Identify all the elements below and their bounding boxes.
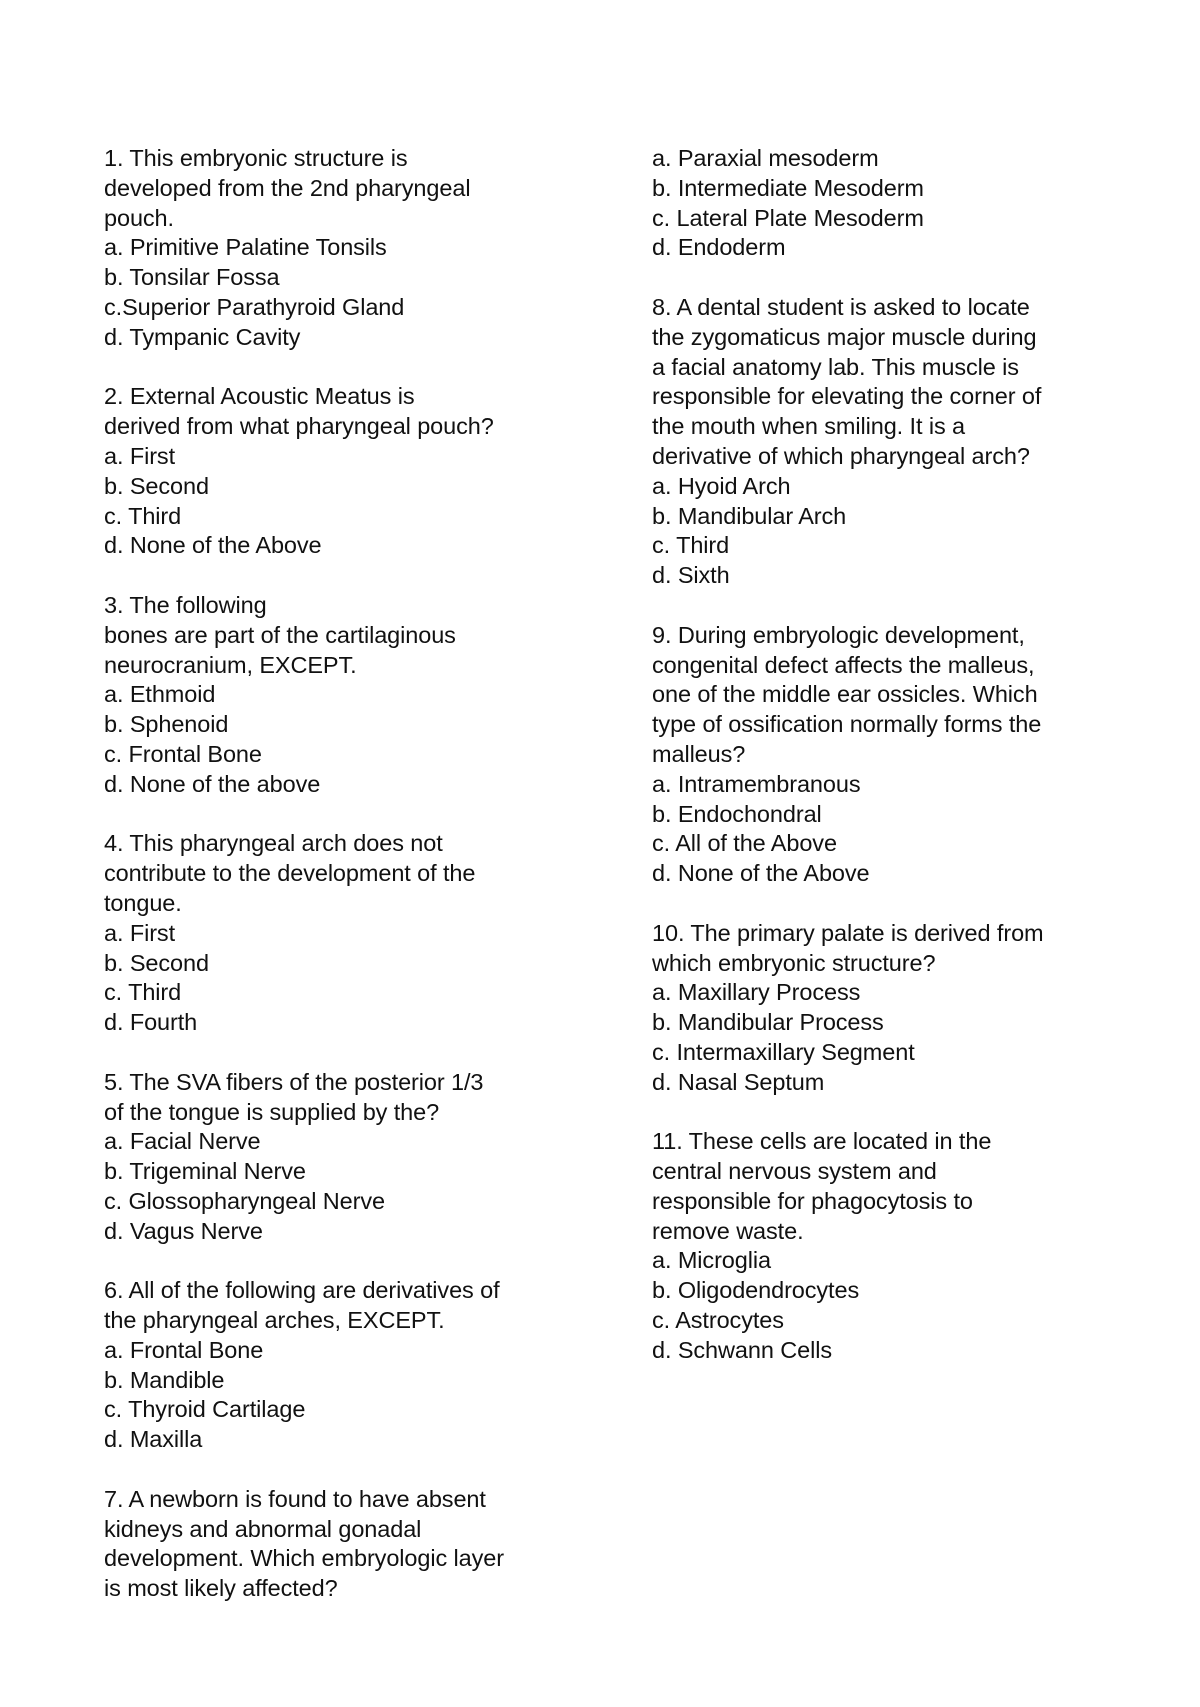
- answer-option: a. Hyoid Arch: [652, 472, 791, 499]
- answer-option: d. Nasal Septum: [652, 1068, 825, 1095]
- question-text: development. Which embryologic layer: [104, 1545, 504, 1572]
- answer-option: c. Intermaxillary Segment: [652, 1038, 915, 1065]
- question-text: contribute to the development of the: [104, 860, 476, 887]
- question-text: 6. All of the following are derivatives of: [104, 1277, 500, 1304]
- answer-option: b. Second: [104, 949, 209, 976]
- answer-option: d. Schwann Cells: [652, 1336, 832, 1363]
- answer-option: a. Primitive Palatine Tonsils: [104, 234, 387, 261]
- answer-option: b. Mandible: [104, 1366, 225, 1393]
- question-text: kidneys and abnormal gonadal: [104, 1515, 422, 1542]
- answer-option: a. First: [104, 919, 176, 946]
- question-block: [104, 591, 574, 800]
- question-text: responsible for phagocytosis to: [652, 1187, 973, 1214]
- answer-option: a. Frontal Bone: [104, 1336, 264, 1363]
- question-block: [104, 1485, 574, 1604]
- answer-option: c. Lateral Plate Mesoderm: [652, 204, 924, 231]
- left-column: [104, 144, 574, 1634]
- question-block: [104, 1276, 574, 1455]
- answer-option: a. Intramembranous: [652, 770, 861, 797]
- question-text: which embryonic structure?: [652, 949, 936, 976]
- question-block: [104, 144, 574, 353]
- question-text: tongue.: [104, 889, 182, 916]
- question-text: 3. The following: [104, 591, 267, 618]
- question-text: the zygomaticus major muscle during: [652, 323, 1037, 350]
- question-text: central nervous system and: [652, 1158, 937, 1185]
- question-text: is most likely affected?: [104, 1575, 338, 1602]
- question-text: 11. These cells are located in the: [652, 1128, 992, 1155]
- answer-option: d. Sixth: [652, 562, 730, 589]
- answer-option: d. Endoderm: [652, 234, 786, 261]
- answer-option: a. Microglia: [652, 1247, 771, 1274]
- answer-option: d. None of the Above: [652, 860, 870, 887]
- question-text: bones are part of the cartilaginous: [104, 621, 456, 648]
- question-text: 2. External Acoustic Meatus is: [104, 383, 415, 410]
- question-text: 10. The primary palate is derived from: [652, 919, 1044, 946]
- answer-option: c. Glossopharyngeal Nerve: [104, 1187, 385, 1214]
- question-text: responsible for elevating the corner of: [652, 383, 1042, 410]
- question-text: type of ossification normally forms the: [652, 711, 1042, 738]
- question-block: [652, 1127, 1152, 1365]
- question-text: derivative of which pharyngeal arch?: [652, 442, 1030, 469]
- answer-option: d. Vagus Nerve: [104, 1217, 263, 1244]
- question-block: [104, 1068, 574, 1247]
- question-text: 1. This embryonic structure is: [104, 145, 408, 171]
- answer-option: a. Ethmoid: [104, 681, 216, 708]
- answer-option: b. Mandibular Process: [652, 1009, 884, 1036]
- answer-option: a. First: [104, 442, 176, 469]
- answer-option: c. Third: [104, 502, 182, 529]
- question-block: [652, 621, 1152, 889]
- answer-option: c. Third: [652, 532, 730, 559]
- answer-option: c.Superior Parathyroid Gland: [104, 293, 405, 320]
- answer-option: b. Sphenoid: [104, 711, 229, 738]
- question-block: [104, 829, 574, 1038]
- question-block: [652, 919, 1152, 1098]
- question-text: neurocranium, EXCEPT.: [104, 651, 357, 678]
- answer-option: a. Maxillary Process: [652, 979, 861, 1006]
- question-text: developed from the 2nd pharyngeal: [104, 174, 471, 201]
- answer-option: a. Facial Nerve: [104, 1128, 261, 1155]
- answer-option: d. Fourth: [104, 1009, 198, 1036]
- answer-option: b. Intermediate Mesoderm: [652, 174, 924, 201]
- question-text: congenital defect affects the malleus,: [652, 651, 1035, 678]
- question-block: [652, 293, 1152, 591]
- question-text: the pharyngeal arches, EXCEPT.: [104, 1307, 445, 1334]
- answer-option: b. Tonsilar Fossa: [104, 264, 280, 291]
- question-text: 4. This pharyngeal arch does not: [104, 830, 443, 857]
- question-block: [104, 382, 574, 561]
- answer-option: b. Mandibular Arch: [652, 502, 847, 529]
- question-text: a facial anatomy lab. This muscle is: [652, 353, 1019, 380]
- question-text: of the tongue is supplied by the?: [104, 1098, 440, 1125]
- answer-option: c. Frontal Bone: [104, 740, 262, 767]
- answer-option: c. Thyroid Cartilage: [104, 1396, 306, 1423]
- answer-option: c. Third: [104, 979, 182, 1006]
- answer-option: d. None of the Above: [104, 532, 322, 559]
- answer-option: b. Trigeminal Nerve: [104, 1158, 306, 1185]
- question-text: malleus?: [652, 740, 746, 767]
- answer-option: c. Astrocytes: [652, 1307, 784, 1334]
- question-text: the mouth when smiling. It is a: [652, 413, 965, 440]
- answer-option: b. Oligodendrocytes: [652, 1277, 860, 1304]
- answer-option: b. Second: [104, 472, 209, 499]
- answer-option: d. Tympanic Cavity: [104, 323, 301, 350]
- answer-option: d. None of the above: [104, 770, 321, 797]
- question-text: derived from what pharyngeal pouch?: [104, 413, 494, 440]
- question-text: 5. The SVA fibers of the posterior 1/3: [104, 1068, 484, 1095]
- question-block: [652, 144, 1152, 263]
- question-text: 8. A dental student is asked to locate: [652, 293, 1030, 320]
- question-text: one of the middle ear ossicles. Which: [652, 681, 1038, 708]
- question-text: remove waste.: [652, 1217, 804, 1244]
- answer-option: a. Paraxial mesoderm: [652, 145, 879, 171]
- answer-option: d. Maxilla: [104, 1426, 203, 1453]
- question-text: 9. During embryologic development,: [652, 621, 1025, 648]
- answer-option: b. Endochondral: [652, 800, 822, 827]
- right-column: [652, 144, 1152, 1395]
- question-text: 7. A newborn is found to have absent: [104, 1485, 486, 1512]
- question-text: pouch.: [104, 204, 174, 231]
- answer-option: c. All of the Above: [652, 830, 837, 857]
